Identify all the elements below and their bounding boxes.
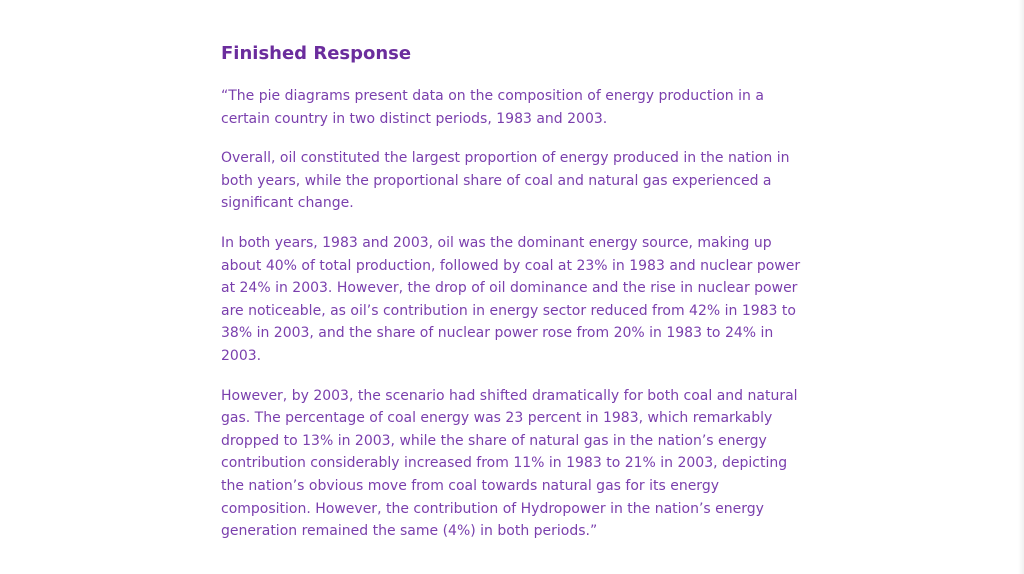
paragraph-intro: “The pie diagrams present data on the composition of energy production in a certain country in two distinct periods, 1983 and 2003.	[221, 88, 764, 127]
page-edge-shadow	[1018, 0, 1024, 574]
paragraph-coal-gas: However, by 2003, the scenario had shifted dramatically for both coal and natural gas. The percentage of coal energy was 23 percent in 1983, which remarkably dropped to 13% in 2003, while the share of natural gas in the nation’s energy contribution considerably increased from 11% in 1983 to 21% in 2003, depicting the nation’s obvious move from coal towards natural gas for its energy composition. However, the contribution of Hydropower in the nation’s energy generation remained the same (4%) in both periods.”	[221, 387, 798, 540]
page-title: Finished Response	[221, 43, 412, 64]
document-body	[221, 42, 811, 560]
paragraph-oil-nuclear: In both years, 1983 and 2003, oil was the dominant energy source, making up about 40% of total production, followed by coal at 23% in 1983 and nuclear power at 24% in 2003. However, the drop of oil dominance and the rise in nuclear power are noticeable, as oil’s contribution in energy sector reduced from 42% in 1983 to 38% in 2003, and the share of nuclear power rose from 20% in 1983 to 24% in 2003.	[221, 234, 801, 364]
paragraph-overview: Overall, oil constituted the largest proportion of energy produced in the nation in both years, while the proportional share of coal and natural gas experienced a significant change.	[221, 150, 790, 212]
